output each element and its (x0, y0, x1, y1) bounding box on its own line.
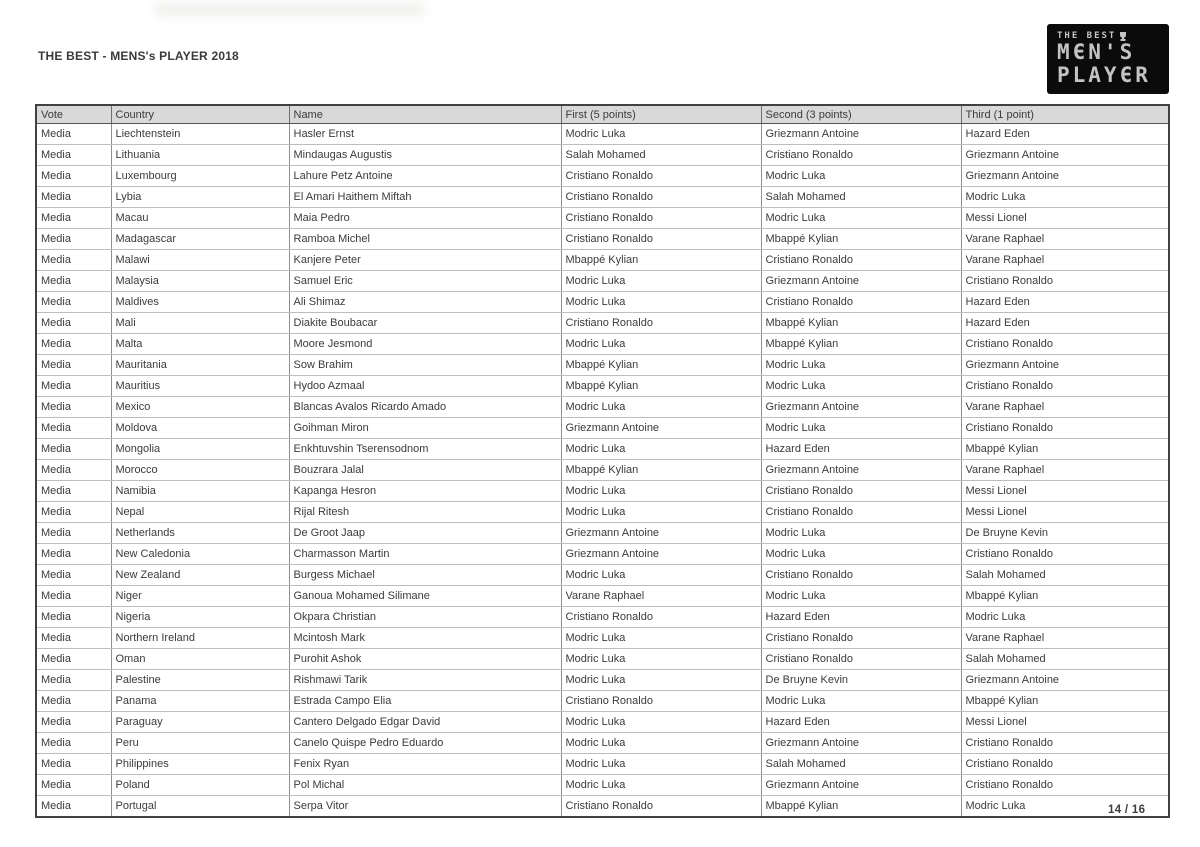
cell-vote: Media (36, 754, 111, 775)
cell-first: Mbappé Kylian (561, 355, 761, 376)
cell-vote: Media (36, 523, 111, 544)
cell-name: Cantero Delgado Edgar David (289, 712, 561, 733)
cell-vote: Media (36, 481, 111, 502)
table-row (36, 460, 1169, 481)
cell-vote: Media (36, 439, 111, 460)
cell-second: Griezmann Antoine (761, 775, 961, 796)
votes-table-body (36, 124, 1169, 818)
cell-third: Mbappé Kylian (961, 586, 1169, 607)
table-row (36, 418, 1169, 439)
cell-second: Mbappé Kylian (761, 796, 961, 818)
cell-vote: Media (36, 565, 111, 586)
cell-name: Ramboa Michel (289, 229, 561, 250)
cell-second: Cristiano Ronaldo (761, 145, 961, 166)
cell-vote: Media (36, 628, 111, 649)
cell-third: Modric Luka (961, 796, 1169, 818)
table-row (36, 691, 1169, 712)
cell-second: Salah Mohamed (761, 187, 961, 208)
cell-country: Mongolia (111, 439, 289, 460)
cell-second: Cristiano Ronaldo (761, 502, 961, 523)
cell-vote: Media (36, 460, 111, 481)
cell-country: Luxembourg (111, 166, 289, 187)
table-row (36, 313, 1169, 334)
cell-second: Mbappé Kylian (761, 313, 961, 334)
table-row (36, 229, 1169, 250)
cell-country: Philippines (111, 754, 289, 775)
cell-third: Cristiano Ronaldo (961, 733, 1169, 754)
cell-first: Cristiano Ronaldo (561, 229, 761, 250)
cell-vote: Media (36, 670, 111, 691)
table-row (36, 376, 1169, 397)
cell-third: Hazard Eden (961, 124, 1169, 145)
table-row (36, 712, 1169, 733)
cell-vote: Media (36, 607, 111, 628)
logo-line2: MЄN'S (1057, 40, 1136, 64)
cell-first: Modric Luka (561, 670, 761, 691)
cell-third: Varane Raphael (961, 460, 1169, 481)
cell-name: Rijal Ritesh (289, 502, 561, 523)
cell-country: Paraguay (111, 712, 289, 733)
cell-third: Messi Lionel (961, 502, 1169, 523)
column-header-country: Country (111, 105, 289, 124)
cell-first: Modric Luka (561, 271, 761, 292)
cell-country: Mauritania (111, 355, 289, 376)
cell-name: Blancas Avalos Ricardo Amado (289, 397, 561, 418)
cell-vote: Media (36, 649, 111, 670)
cell-country: Poland (111, 775, 289, 796)
cell-vote: Media (36, 586, 111, 607)
cell-name: Samuel Eric (289, 271, 561, 292)
cell-vote: Media (36, 355, 111, 376)
cell-third: Modric Luka (961, 607, 1169, 628)
cell-third: Hazard Eden (961, 313, 1169, 334)
cell-name: Ali Shimaz (289, 292, 561, 313)
cell-vote: Media (36, 691, 111, 712)
cell-first: Modric Luka (561, 334, 761, 355)
cell-country: Moldova (111, 418, 289, 439)
cell-third: Mbappé Kylian (961, 439, 1169, 460)
cell-third: Cristiano Ronaldo (961, 334, 1169, 355)
cell-country: Northern Ireland (111, 628, 289, 649)
cell-second: Modric Luka (761, 418, 961, 439)
cell-name: Estrada Campo Elia (289, 691, 561, 712)
cell-third: Messi Lionel (961, 712, 1169, 733)
cell-third: Cristiano Ronaldo (961, 754, 1169, 775)
cell-name: Purohit Ashok (289, 649, 561, 670)
table-row (36, 397, 1169, 418)
table-row (36, 187, 1169, 208)
cell-first: Griezmann Antoine (561, 523, 761, 544)
cell-country: Portugal (111, 796, 289, 818)
cell-name: Mcintosh Mark (289, 628, 561, 649)
cell-third: Varane Raphael (961, 397, 1169, 418)
cell-second: Modric Luka (761, 166, 961, 187)
cell-name: Serpa Vitor (289, 796, 561, 818)
cell-third: Messi Lionel (961, 481, 1169, 502)
table-row (36, 166, 1169, 187)
cell-name: Okpara Christian (289, 607, 561, 628)
cell-vote: Media (36, 376, 111, 397)
table-row (36, 124, 1169, 145)
table-row (36, 565, 1169, 586)
cell-vote: Media (36, 250, 111, 271)
cell-first: Cristiano Ronaldo (561, 187, 761, 208)
cell-second: Griezmann Antoine (761, 460, 961, 481)
cell-first: Varane Raphael (561, 586, 761, 607)
cell-name: Goihman Miron (289, 418, 561, 439)
table-row (36, 271, 1169, 292)
cell-name: Diakite Boubacar (289, 313, 561, 334)
cell-vote: Media (36, 544, 111, 565)
cell-third: Salah Mohamed (961, 565, 1169, 586)
cell-third: Griezmann Antoine (961, 670, 1169, 691)
cell-country: Liechtenstein (111, 124, 289, 145)
table-row (36, 586, 1169, 607)
cell-country: Morocco (111, 460, 289, 481)
cell-name: Kapanga Hesron (289, 481, 561, 502)
cell-second: Modric Luka (761, 523, 961, 544)
logo-line3: PLAYЄR (1057, 63, 1151, 87)
cell-second: Griezmann Antoine (761, 124, 961, 145)
cell-first: Modric Luka (561, 439, 761, 460)
cell-first: Modric Luka (561, 775, 761, 796)
cell-third: Hazard Eden (961, 292, 1169, 313)
cell-name: Charmasson Martin (289, 544, 561, 565)
cell-first: Cristiano Ronaldo (561, 796, 761, 818)
cell-vote: Media (36, 145, 111, 166)
cell-third: Salah Mohamed (961, 649, 1169, 670)
cell-third: Cristiano Ronaldo (961, 418, 1169, 439)
cell-third: Varane Raphael (961, 229, 1169, 250)
cell-country: Nigeria (111, 607, 289, 628)
cell-country: Niger (111, 586, 289, 607)
cell-second: Modric Luka (761, 376, 961, 397)
table-row (36, 523, 1169, 544)
cell-country: Macau (111, 208, 289, 229)
cell-vote: Media (36, 292, 111, 313)
cell-first: Modric Luka (561, 481, 761, 502)
cell-second: Modric Luka (761, 586, 961, 607)
table-row (36, 208, 1169, 229)
cell-second: Cristiano Ronaldo (761, 649, 961, 670)
the-best-mens-player-logo (1047, 24, 1169, 94)
cell-name: Hydoo Azmaal (289, 376, 561, 397)
table-row (36, 355, 1169, 376)
cell-second: Cristiano Ronaldo (761, 628, 961, 649)
cell-country: Peru (111, 733, 289, 754)
cell-second: Griezmann Antoine (761, 397, 961, 418)
cell-third: Varane Raphael (961, 250, 1169, 271)
cell-country: Oman (111, 649, 289, 670)
header-row (36, 105, 1169, 124)
cell-first: Mbappé Kylian (561, 460, 761, 481)
cell-vote: Media (36, 775, 111, 796)
table-row (36, 607, 1169, 628)
cell-first: Modric Luka (561, 397, 761, 418)
cell-name: Fenix Ryan (289, 754, 561, 775)
cell-first: Cristiano Ronaldo (561, 313, 761, 334)
cell-first: Cristiano Ronaldo (561, 166, 761, 187)
votes-table (35, 104, 1170, 818)
cell-name: Bouzrara Jalal (289, 460, 561, 481)
votes-table-header (36, 105, 1169, 124)
cell-second: Cristiano Ronaldo (761, 292, 961, 313)
column-header-name: Name (289, 105, 561, 124)
cell-third: Messi Lionel (961, 208, 1169, 229)
cell-third: Cristiano Ronaldo (961, 544, 1169, 565)
table-row (36, 145, 1169, 166)
cell-name: Pol Michal (289, 775, 561, 796)
cell-first: Modric Luka (561, 628, 761, 649)
cell-vote: Media (36, 418, 111, 439)
cell-country: New Caledonia (111, 544, 289, 565)
cell-second: Mbappé Kylian (761, 229, 961, 250)
table-row (36, 775, 1169, 796)
cell-first: Modric Luka (561, 565, 761, 586)
cell-first: Griezmann Antoine (561, 418, 761, 439)
cell-vote: Media (36, 187, 111, 208)
table-row (36, 502, 1169, 523)
cell-third: Cristiano Ronaldo (961, 775, 1169, 796)
cell-country: Netherlands (111, 523, 289, 544)
cell-second: De Bruyne Kevin (761, 670, 961, 691)
cell-second: Modric Luka (761, 208, 961, 229)
cell-name: Kanjere Peter (289, 250, 561, 271)
cell-vote: Media (36, 124, 111, 145)
scan-artifact (155, 2, 425, 17)
table-row (36, 754, 1169, 775)
page-title: THE BEST - MENS's PLAYER 2018 (38, 49, 239, 63)
cell-second: Modric Luka (761, 544, 961, 565)
cell-name: Enkhtuvshin Tserensodnom (289, 439, 561, 460)
cell-second: Hazard Eden (761, 607, 961, 628)
cell-country: Malaysia (111, 271, 289, 292)
cell-name: Ganoua Mohamed Silimane (289, 586, 561, 607)
page-number: 14 / 16 (1108, 804, 1146, 816)
cell-name: Lahure Petz Antoine (289, 166, 561, 187)
cell-name: Maia Pedro (289, 208, 561, 229)
cell-name: Hasler Ernst (289, 124, 561, 145)
cell-second: Mbappé Kylian (761, 334, 961, 355)
cell-country: Madagascar (111, 229, 289, 250)
cell-first: Modric Luka (561, 502, 761, 523)
cell-third: Varane Raphael (961, 628, 1169, 649)
cell-first: Cristiano Ronaldo (561, 607, 761, 628)
table-row (36, 733, 1169, 754)
cell-first: Mbappé Kylian (561, 250, 761, 271)
cell-second: Modric Luka (761, 691, 961, 712)
cell-vote: Media (36, 166, 111, 187)
cell-name: Sow Brahim (289, 355, 561, 376)
cell-third: De Bruyne Kevin (961, 523, 1169, 544)
table-row (36, 292, 1169, 313)
cell-first: Modric Luka (561, 754, 761, 775)
cell-country: Panama (111, 691, 289, 712)
cell-country: Lithuania (111, 145, 289, 166)
cell-country: Nepal (111, 502, 289, 523)
cell-second: Griezmann Antoine (761, 733, 961, 754)
cell-third: Griezmann Antoine (961, 166, 1169, 187)
table-row (36, 439, 1169, 460)
cell-name: El Amari Haithem Miftah (289, 187, 561, 208)
cell-second: Cristiano Ronaldo (761, 565, 961, 586)
table-row (36, 250, 1169, 271)
cell-vote: Media (36, 334, 111, 355)
table-row (36, 544, 1169, 565)
cell-name: Rishmawi Tarik (289, 670, 561, 691)
cell-name: Moore Jesmond (289, 334, 561, 355)
cell-first: Griezmann Antoine (561, 544, 761, 565)
cell-first: Mbappé Kylian (561, 376, 761, 397)
cell-vote: Media (36, 712, 111, 733)
cell-first: Salah Mohamed (561, 145, 761, 166)
table-row (36, 334, 1169, 355)
column-header-first: First (5 points) (561, 105, 761, 124)
cell-first: Modric Luka (561, 292, 761, 313)
cell-first: Cristiano Ronaldo (561, 691, 761, 712)
cell-country: New Zealand (111, 565, 289, 586)
cell-first: Modric Luka (561, 124, 761, 145)
cell-third: Cristiano Ronaldo (961, 271, 1169, 292)
logo-line1: THE BEST (1057, 31, 1117, 41)
cell-vote: Media (36, 313, 111, 334)
cell-third: Mbappé Kylian (961, 691, 1169, 712)
cell-third: Griezmann Antoine (961, 355, 1169, 376)
cell-name: Canelo Quispe Pedro Eduardo (289, 733, 561, 754)
cell-third: Cristiano Ronaldo (961, 376, 1169, 397)
cell-vote: Media (36, 229, 111, 250)
cell-vote: Media (36, 733, 111, 754)
cell-country: Malta (111, 334, 289, 355)
table-row (36, 796, 1169, 818)
cell-first: Cristiano Ronaldo (561, 208, 761, 229)
cell-country: Mauritius (111, 376, 289, 397)
cell-vote: Media (36, 397, 111, 418)
cell-vote: Media (36, 271, 111, 292)
cell-second: Cristiano Ronaldo (761, 250, 961, 271)
cell-second: Hazard Eden (761, 712, 961, 733)
cell-country: Namibia (111, 481, 289, 502)
table-row (36, 649, 1169, 670)
column-header-second: Second (3 points) (761, 105, 961, 124)
cell-third: Modric Luka (961, 187, 1169, 208)
cell-third: Griezmann Antoine (961, 145, 1169, 166)
cell-second: Hazard Eden (761, 439, 961, 460)
cell-country: Lybia (111, 187, 289, 208)
table-row (36, 481, 1169, 502)
cell-second: Cristiano Ronaldo (761, 481, 961, 502)
cell-second: Modric Luka (761, 355, 961, 376)
cell-country: Maldives (111, 292, 289, 313)
cell-first: Modric Luka (561, 649, 761, 670)
cell-name: De Groot Jaap (289, 523, 561, 544)
cell-name: Mindaugas Augustis (289, 145, 561, 166)
cell-vote: Media (36, 796, 111, 818)
cell-name: Burgess Michael (289, 565, 561, 586)
column-header-third: Third (1 point) (961, 105, 1169, 124)
column-header-vote: Vote (36, 105, 111, 124)
cell-country: Mexico (111, 397, 289, 418)
cell-vote: Media (36, 208, 111, 229)
cell-first: Modric Luka (561, 712, 761, 733)
cell-country: Palestine (111, 670, 289, 691)
cell-second: Griezmann Antoine (761, 271, 961, 292)
cell-second: Salah Mohamed (761, 754, 961, 775)
table-row (36, 628, 1169, 649)
cell-first: Modric Luka (561, 733, 761, 754)
cell-country: Malawi (111, 250, 289, 271)
cell-country: Mali (111, 313, 289, 334)
table-row (36, 670, 1169, 691)
cell-vote: Media (36, 502, 111, 523)
